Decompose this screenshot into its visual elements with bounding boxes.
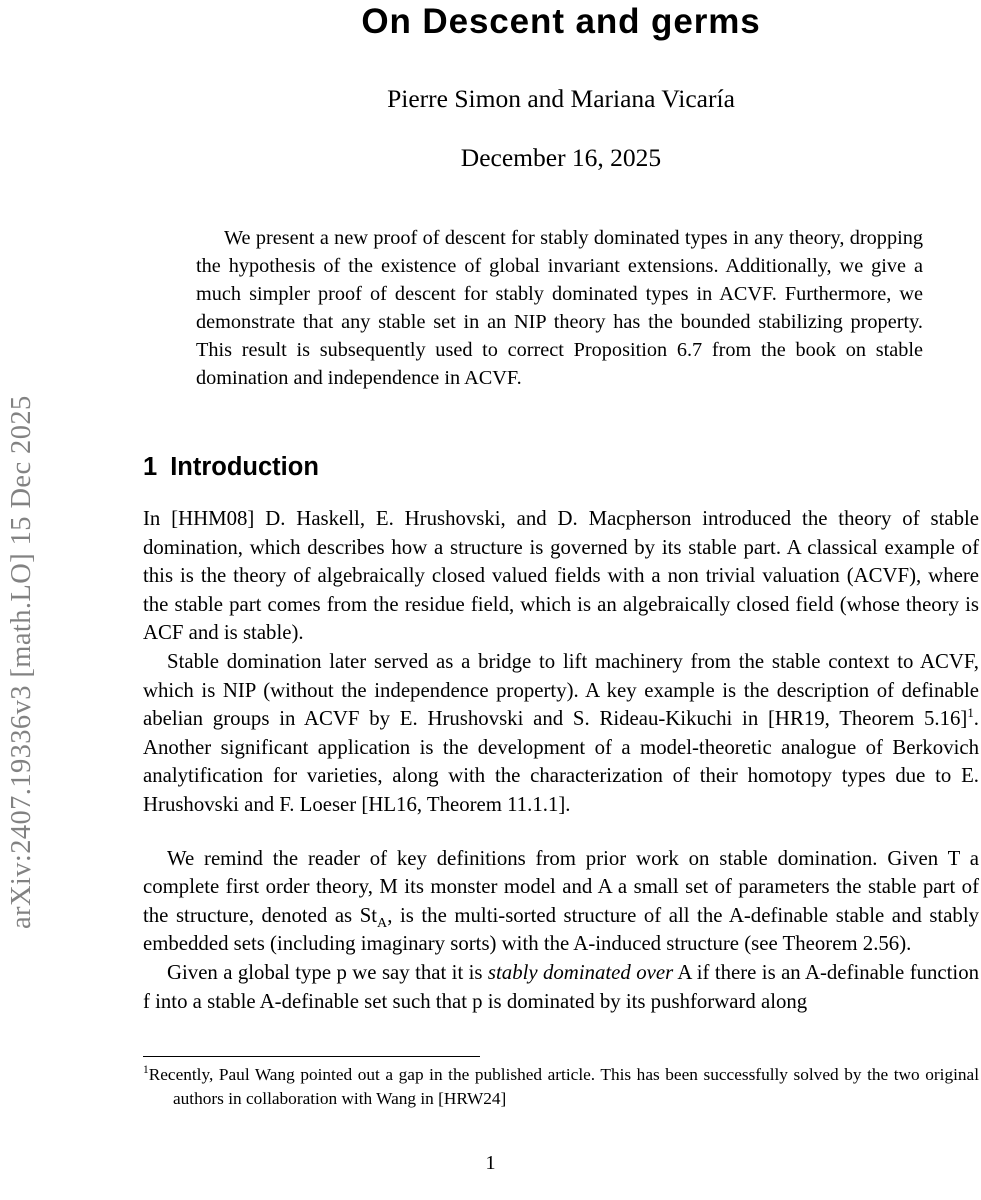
paragraph-2 [143, 648, 979, 820]
paragraph-4-text-b: A if there is an A-definable function f into a stable A-definable set such that p is dominated by its pushforward along [143, 960, 979, 1013]
body-text [143, 505, 979, 1016]
abstract-text: We present a new proof of descent for stably dominated types in any theory, dropping the hypothesis of the existence of global invariant extensions. Additionally, we give a much simpler proof of descent for stably dominated types in ACVF. Furthermore, we demonstrate that any stable set in an NIP theory has the bounded stabilizing property. This result is subsequently used to correct Proposition 6.7 from the book on stable domination and independence in ACVF. [196, 227, 923, 390]
paragraph-2-text-a: Stable domination later served as a bridge to lift machinery from the stable context to ACVF, which is NIP (without the independence property). A key example is the description of definable abelian groups in ACVF by E. Hrushovski and S. Rideau-Kikuchi in [HR19, Theorem 5.16] [143, 649, 979, 731]
page-title: On Descent and germs [361, 2, 761, 41]
paragraph-1 [143, 505, 979, 648]
date-line: December 16, 2025 [460, 143, 662, 172]
arxiv-stamp-text: arXiv:2407.19336v3 [math.LO] 15 Dec 2025 [6, 395, 37, 929]
section-title: Introduction [170, 453, 319, 481]
footnote-reference-1[interactable]: 1 [967, 706, 974, 721]
abstract-block [196, 224, 923, 393]
paragraph-3-text-a: We remind the reader of key definitions from prior work on stable domination. Given T a complete first order theory, M its monster model and A a small set of parameters the stable part of the structure, denoted as St [143, 846, 979, 927]
subscript-a: A [377, 914, 388, 931]
paragraph-4-italic-term: stably dominated over [487, 960, 674, 984]
paragraph-2-text-b: . Another significant application is the development of a model-theoretic analogue of Berkovich analytification for varieties, along with the characterization of their homotopy types due to E. Hrushovski and F. Loeser [HL16, Theorem 11.1.1]. [143, 707, 979, 816]
footnote-marker: 1 [143, 1064, 149, 1077]
footnote-body [143, 1063, 979, 1111]
paragraph-3-text-b: , is the multi-sorted structure of all the A-definable stable and stably embedded sets (including imaginary sorts) with the A-induced structure (see Theorem 2.56). [143, 903, 980, 956]
paragraph-4-text-a: Given a global type p we say that it is [167, 960, 488, 984]
paragraph-3 [143, 845, 979, 959]
footnote-separator-rule [143, 1056, 480, 1057]
section-heading-introduction [143, 452, 319, 482]
paragraph-4 [143, 959, 979, 1016]
page-number: 1 [485, 1152, 496, 1174]
title-block [141, 0, 981, 173]
section-number: 1 [143, 453, 158, 481]
paragraph-1-text: In [HHM08] D. Haskell, E. Hrushovski, and D. Macpherson introduced the theory of stable domination, which describes how a structure is governed by its stable part. A classical example of this is the theory of algebraically closed valued fields with a non trivial valuation (ACVF), where the stable part comes from the residue field, which is an algebraically closed field (whose theory is ACF and is stable). [143, 507, 979, 645]
arxiv-stamp [0, 0, 44, 1010]
footnote-block [143, 1063, 979, 1111]
footnote-text: Recently, Paul Wang pointed out a gap in the published article. This has been successfully solved by the two original authors in collaboration with Wang in [HRW24] [148, 1065, 979, 1108]
author-line: Pierre Simon and Mariana Vicaría [387, 84, 735, 113]
